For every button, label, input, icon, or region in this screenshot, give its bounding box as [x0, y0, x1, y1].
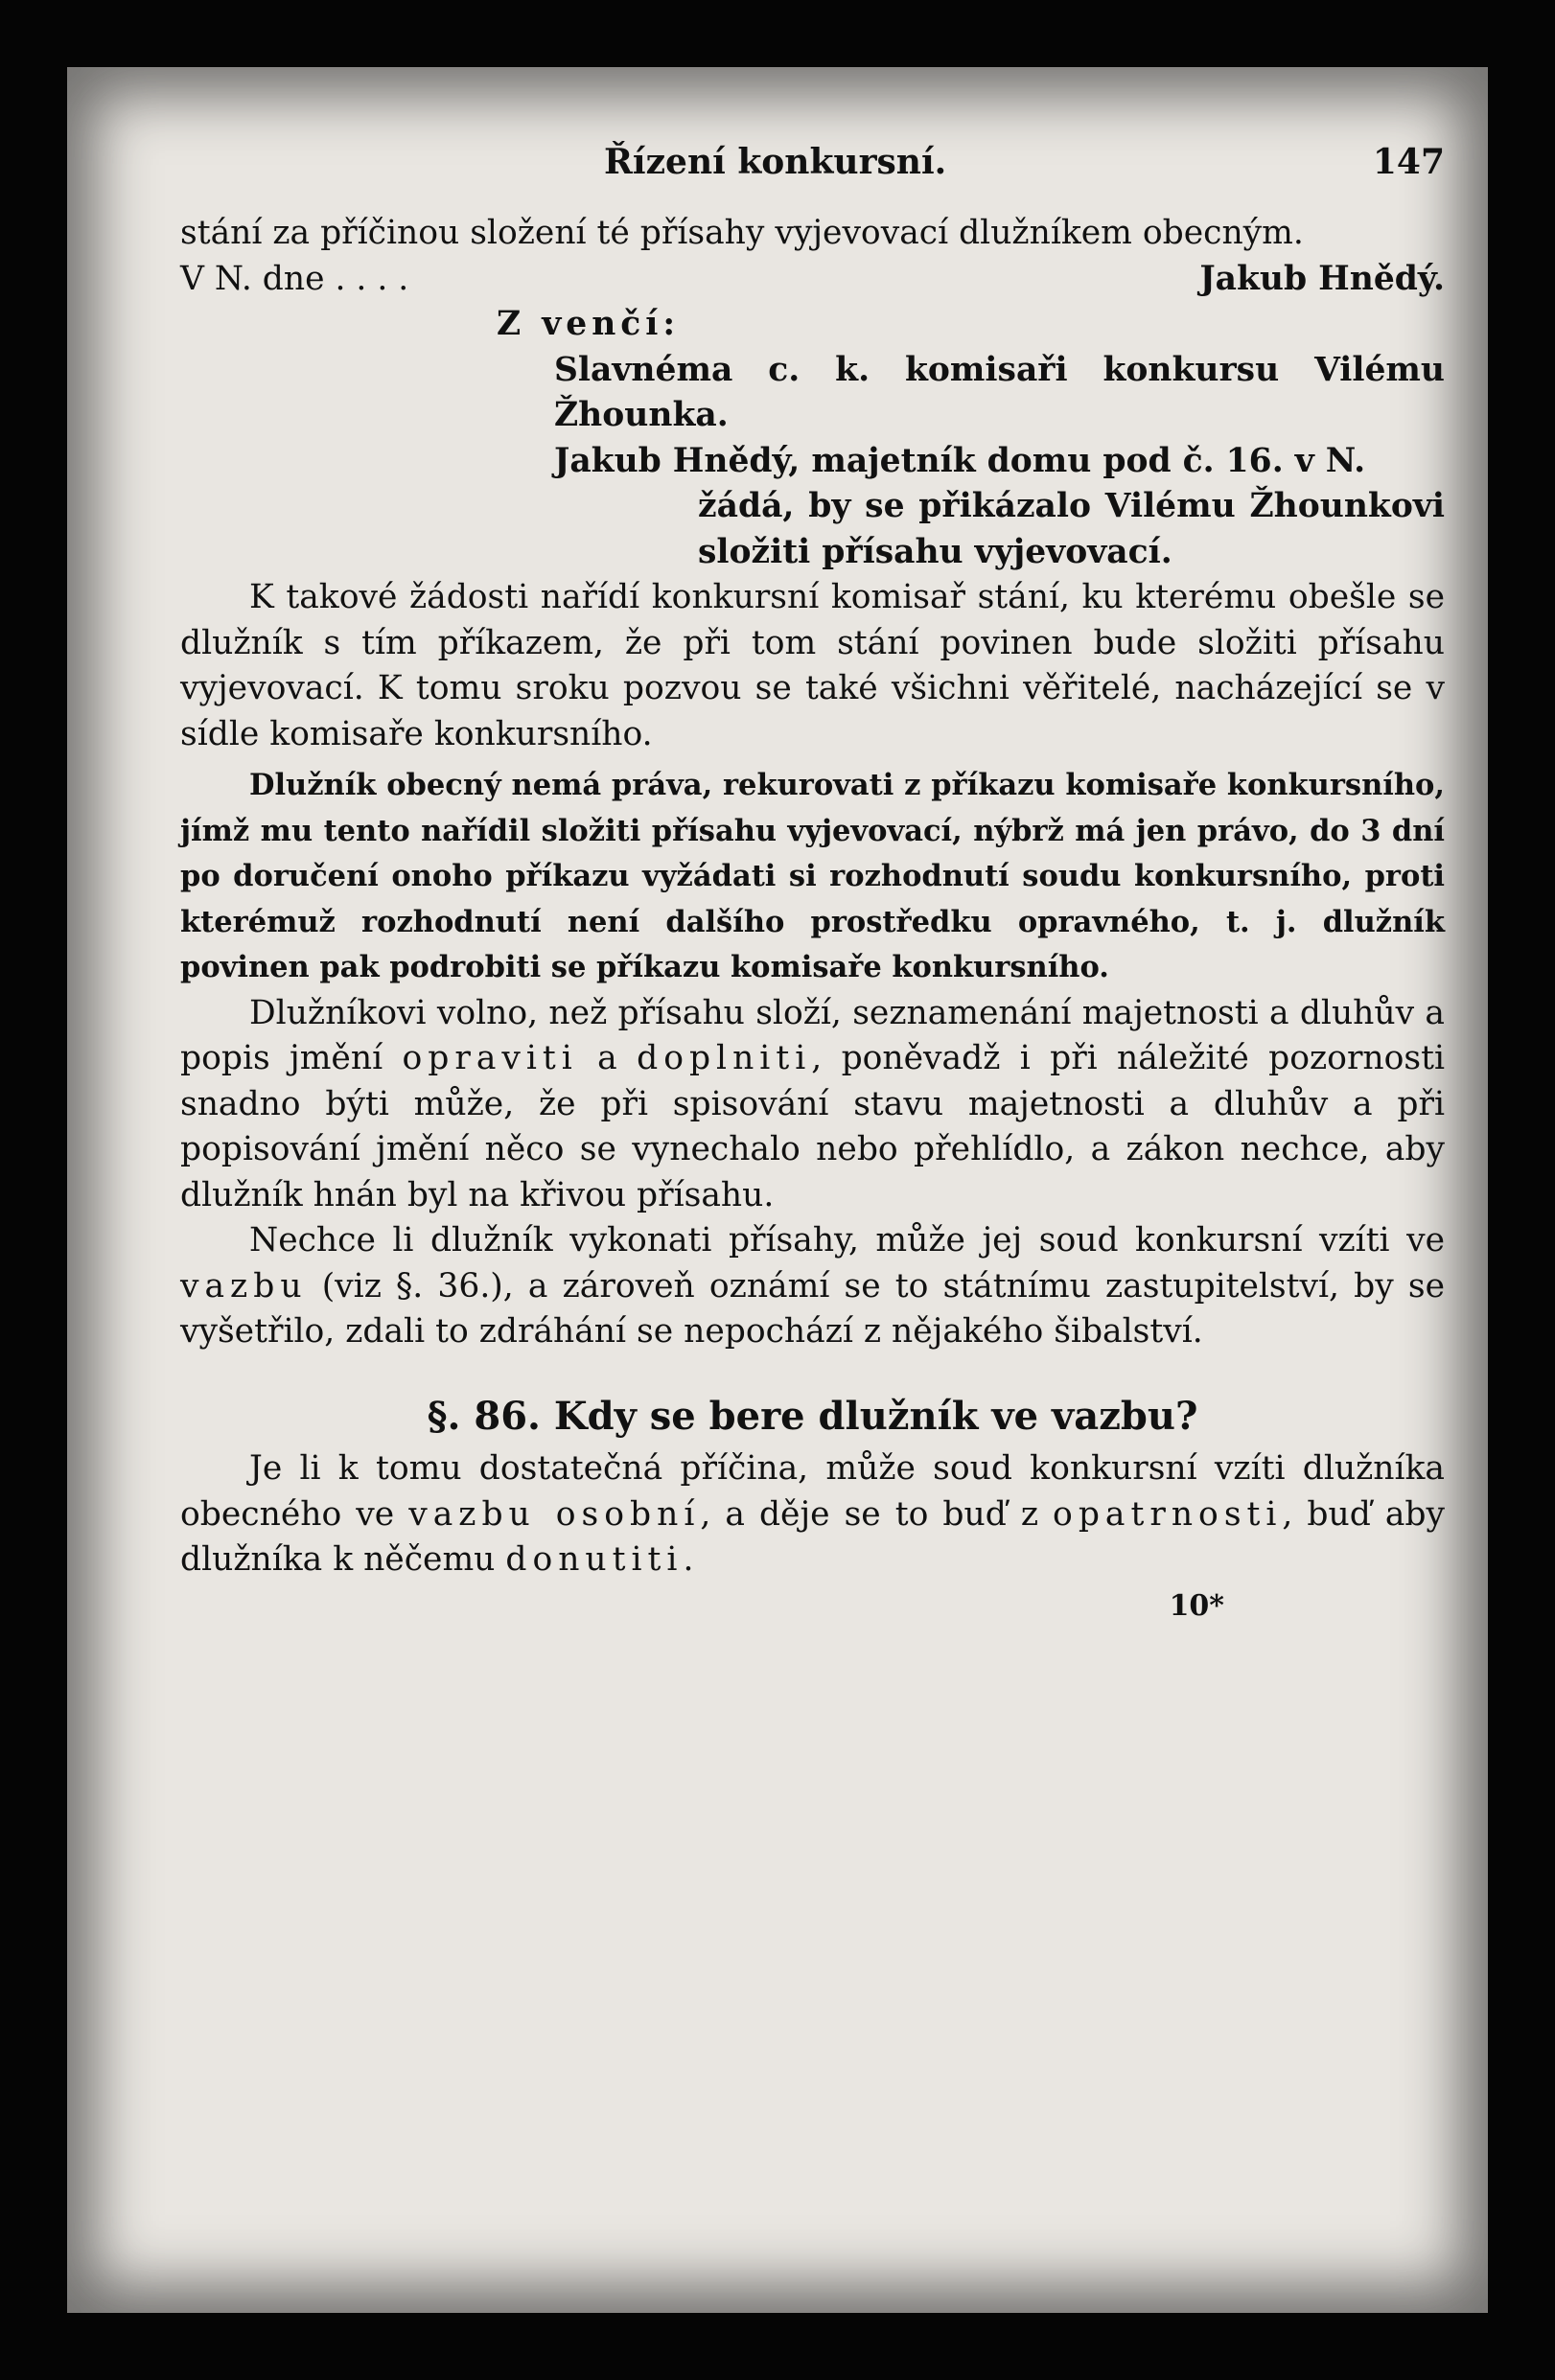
paragraph-5 [180, 1446, 1445, 1583]
request-text: žádá, by se přikázalo Vilému Žhounkovi složiti přísahu vyjevovací. [698, 487, 1445, 571]
paragraph-1: K takové žádosti nařídí konkursní komisař stání, ku kterému obešle se dlužník s tím příkazem, že při tom stání povinen bude složiti přísahu vyjevovací. K tomu sroku pozvou se také všichni věřitelé, nacházející se v sídle komisaře konkursního. [180, 578, 1445, 753]
paragraph-2-small: Dlužník obecný nemá práva, rekurovati z příkazu komisaře konkursního, jímž mu tento nařídil složiti přísahu vyjevovací, nýbrž má jen právo, do 3 dní po doručení onoho příkazu vyžádati si rozhodnutí soudu konkursního, proti kterémuž rozhodnutí není dalšího prostředku opravného, t. j. dlužník povinen pak podrobiti se příkazu komisaře konkursního. [180, 768, 1445, 984]
p5-text-b: , a děje se to buď z [700, 1494, 1039, 1534]
text-line: stání za příčinou složení té přísahy vyjevovací dlužníkem obecným. [180, 214, 1304, 252]
p5-text-c: , buď aby dlužníka k něčemu [180, 1494, 1445, 1579]
date-right: Jakub Hnědý. [1199, 259, 1445, 298]
p4-spaced: vazbu [180, 1266, 308, 1306]
p3-text-c: , poněvadž i při náležité pozornosti snadno býti může, že při spisování stavu majetnosti a dluhův a při popisování jmění něco se vynechalo nebo přehlídlo, a zákon nechce, aby dlužník hnán byl na křivou přísahu. [180, 1039, 1446, 1214]
p3-spaced-1: opraviti [402, 1039, 578, 1077]
p3-spaced-2: doplniti [637, 1039, 812, 1077]
p5-spaced-1: vazbu osobní [408, 1494, 701, 1534]
p4-text-a: Nechce li dlužník vykonati přísahy, může jej soud konkursní vzíti ve [249, 1221, 1445, 1259]
book-page [67, 67, 1488, 2313]
p3-text-b: a [597, 1039, 617, 1077]
addressee: Slavnéma c. k. komisaři konkursu Vilému Žhounka. [554, 350, 1445, 434]
date-line [180, 257, 1445, 303]
page-body [180, 211, 1445, 1629]
petitioner: Jakub Hnědý, majetník domu pod č. 16. v N. [554, 441, 1366, 480]
paragraph-3 [180, 991, 1445, 1219]
p4-text-b: (viz §. 36.), a zároveň oznámí se to státnímu zastupitelství, by se vyšetřilo, zdali to zdráhání se nepochází z nějakého šibalství. [180, 1266, 1445, 1351]
signature-mark: 10* [1169, 1588, 1224, 1623]
p5-spaced-2: opatrnosti [1053, 1494, 1283, 1534]
outside-label: Z venčí: [497, 305, 681, 343]
paragraph-4 [180, 1218, 1445, 1355]
section-title: §. 86. Kdy se bere dlužník ve vazbu? [427, 1393, 1198, 1439]
p5-spaced-3: donutiti. [505, 1540, 700, 1579]
page-number: 147 [1372, 142, 1445, 182]
p3-text-a: Dlužníkovi volno, než přísahu složí, seznamenání majetnosti a dluhův a popis jmění [180, 993, 1445, 1077]
date-left: V N. dne . . . . [180, 259, 409, 298]
p5-text-a: Je li k tomu dostatečná příčina, může soud konkursní vzíti dlužníka obecného ve [180, 1449, 1445, 1534]
running-head: Řízení konkursní. [604, 142, 947, 182]
page-header [67, 142, 1488, 190]
